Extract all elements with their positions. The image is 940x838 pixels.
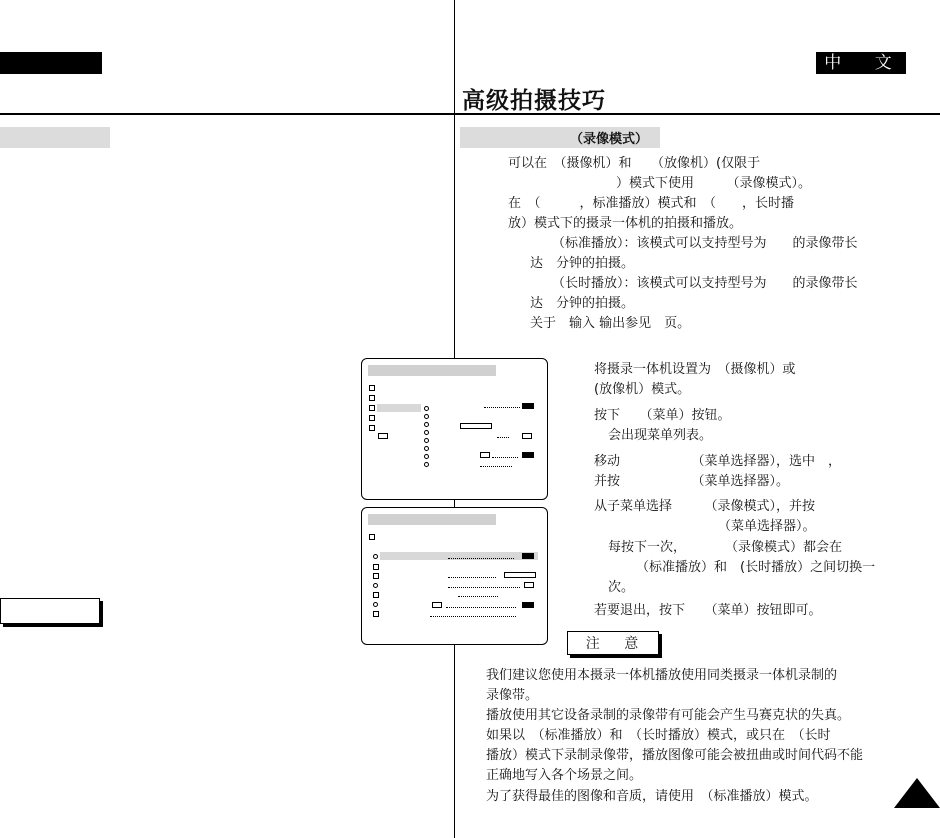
record-mode-icon <box>504 572 536 578</box>
menu-dots <box>448 558 514 559</box>
folder-icon <box>369 425 375 431</box>
note-line: 如果以 （标准播放）和 （长时播放）模式，或只在 （长时 <box>486 728 831 743</box>
step-line: (放像机）模式。 <box>594 382 691 397</box>
left-language-tab <box>0 52 102 74</box>
note-label: 注 意 <box>567 631 659 655</box>
tape-icon <box>373 573 379 579</box>
mic-icon <box>480 452 490 458</box>
intro-line: （长时播放）：该模式可以支持型号为 的录像带长 <box>552 276 858 291</box>
language-tab: 中 文 <box>816 52 906 74</box>
sp-icon <box>522 553 534 559</box>
step-line: （标准播放）和 (长时播放）之间切换一 <box>636 560 876 575</box>
step-line: 每按下一次， （录像模式）都会在 <box>608 540 843 555</box>
intro-line: 达 分钟的拍摄。 <box>530 256 635 271</box>
radio-icon <box>424 462 429 467</box>
radio-icon <box>373 602 378 607</box>
bit-icon <box>524 582 534 588</box>
radio-icon <box>424 454 429 459</box>
step-line: （菜单选择器）。 <box>718 519 816 534</box>
menu-dots <box>484 407 520 408</box>
radio-icon <box>373 583 378 588</box>
menu-screen-2 <box>361 507 548 645</box>
step-line: 按下 （菜单）按钮。 <box>594 408 731 423</box>
tape-icon <box>369 415 375 421</box>
folder-icon <box>369 385 375 391</box>
tape-icon <box>373 611 379 617</box>
note-line: 播放使用其它设备录制的录像带有可能会产生马赛克状的失真。 <box>486 708 851 723</box>
radio-icon <box>424 430 429 435</box>
note-line: 录像带。 <box>486 688 539 703</box>
step-line: 若要退出，按下 （菜单）按钮即可。 <box>594 603 822 618</box>
note-line: 正确地写入各个场景之间。 <box>486 768 643 783</box>
menu-screen-1 <box>361 358 548 500</box>
step-line: 将摄录一体机设置为 （摄像机）或 <box>594 362 796 377</box>
intro-line: 关于 输入 输出参见 页。 <box>530 316 691 331</box>
menu-dots <box>446 607 516 608</box>
radio-icon <box>424 414 429 419</box>
menu-dots <box>448 577 496 578</box>
note-line: 为了获得最佳的图像和音质，请使用 （标准播放）模式。 <box>486 789 818 804</box>
menu-dots <box>430 616 516 617</box>
note-line: 播放）模式下录制录像带，播放图像可能会被扭曲或时间代码不能 <box>486 748 864 763</box>
folder-icon <box>369 405 375 411</box>
intro-line: 在 （ ，标准播放）模式和 （ ，长时播 <box>508 196 795 211</box>
menu-title-bar <box>368 365 496 376</box>
radio-icon <box>424 422 429 427</box>
step-line: 会出现菜单列表。 <box>608 428 713 443</box>
menu-selection-bar <box>377 404 421 412</box>
folder-icon <box>369 395 375 401</box>
record-mode-icon <box>460 423 492 429</box>
radio-icon <box>424 406 429 411</box>
intro-line: 放）模式下的摄录一体机的拍摄和播放。 <box>508 216 743 231</box>
left-outlined-tab <box>0 598 100 624</box>
level-icon <box>522 452 534 458</box>
radio-icon <box>424 438 429 443</box>
page-title: 高级拍摄技巧 <box>462 88 606 114</box>
level-icon <box>522 602 534 608</box>
page-triangle-icon <box>894 778 940 808</box>
intro-line: （标准播放）：该模式可以支持型号为 的录像带长 <box>552 236 858 251</box>
step-line: 移动 （菜单选择器），选中 ， <box>594 454 842 469</box>
section-label: （录像模式） <box>570 132 649 147</box>
left-section-bar <box>0 127 110 148</box>
folder-icon <box>369 534 375 540</box>
intro-line: ）模式下使用 （录像模式）。 <box>616 176 812 191</box>
menu-dots <box>448 587 520 588</box>
note-line: 我们建议您使用本摄录一体机播放使用同类摄录一体机录制的 <box>486 668 838 683</box>
menu-dots <box>458 596 498 597</box>
step-line: 次。 <box>608 580 635 595</box>
bit-icon <box>522 433 532 439</box>
step-line: 从子菜单选择 （录像模式），并按 <box>594 499 816 514</box>
mic-icon <box>432 602 442 608</box>
menu-dots <box>497 437 509 438</box>
tape-icon <box>373 564 379 570</box>
tape-icon <box>373 592 379 598</box>
sp-icon <box>522 403 534 409</box>
card-icon <box>378 433 388 439</box>
menu-title-bar <box>368 514 496 525</box>
intro-line: 可以在 （摄像机）和 （放像机）(仅限于 <box>508 156 761 171</box>
intro-line: 达 分钟的拍摄。 <box>530 296 635 311</box>
step-line: 并按 （菜单选择器）。 <box>594 474 790 489</box>
menu-dots <box>492 457 518 458</box>
radio-icon <box>373 554 378 559</box>
radio-icon <box>424 446 429 451</box>
menu-dots <box>480 466 512 467</box>
